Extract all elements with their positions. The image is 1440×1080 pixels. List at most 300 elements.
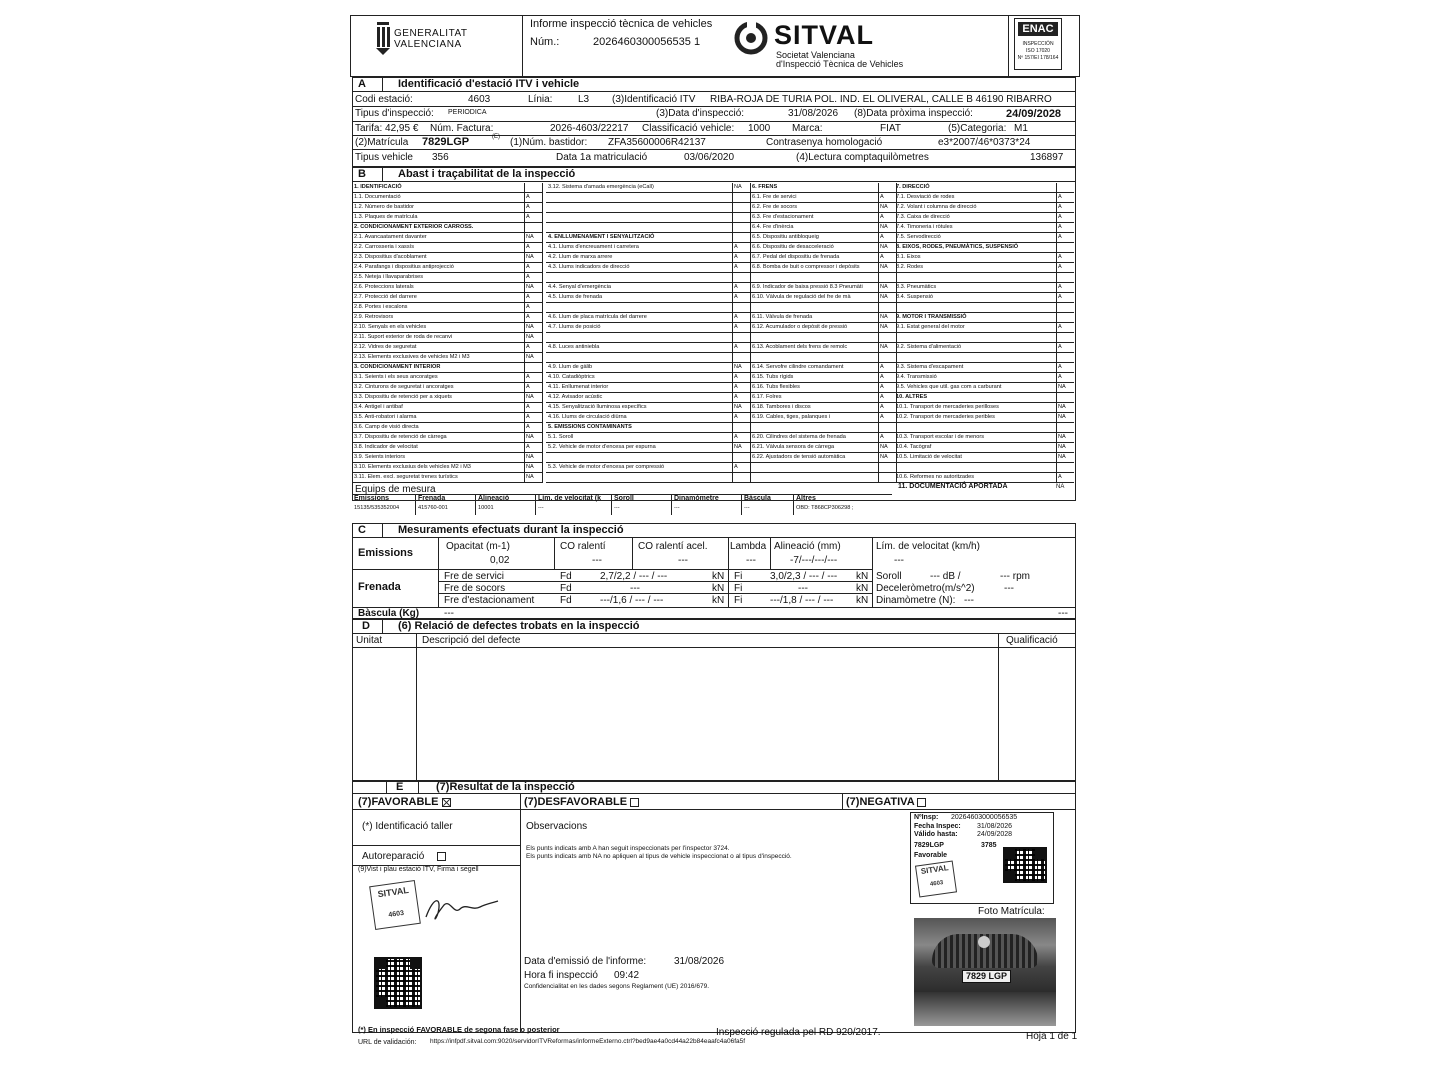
equip-value: --- <box>614 505 620 511</box>
check-item-label: 4.3. Llums indicadors de direcció <box>548 264 630 270</box>
check-item-value: NA <box>880 444 888 450</box>
equip-header: Emissions <box>354 495 390 502</box>
check-item-label: 4.5. Llums de frenada <box>548 294 603 300</box>
data-inspeccio-label: (3)Data d'inspecció: <box>656 108 745 119</box>
check-item-value: NA <box>880 204 888 210</box>
check-item-value: A <box>1058 374 1062 380</box>
check-item-value: A <box>1058 364 1062 370</box>
check-item-value: A <box>880 254 884 260</box>
check-item-value: NA <box>880 264 888 270</box>
check-item-label: 9.2. Sistema d'alimentació <box>896 344 962 350</box>
observacions-line1: Els punts indicats amb A han seguit inspeccionats per l'inspector 3724. <box>526 845 730 852</box>
soroll-label: Soroll <box>876 571 902 582</box>
check-item-label: 4.10. Catadiòptrics <box>548 374 595 380</box>
emissions-label: Emissions <box>358 547 414 559</box>
check-item-label: 4.2. Llum de marxa arrere <box>548 254 613 260</box>
check-row <box>546 193 750 203</box>
check-item-value: A <box>1058 324 1062 330</box>
data-emissio-label: Data d'emissió de l'informe: <box>524 956 647 967</box>
equip-header: Dinamòmetre <box>674 495 719 502</box>
result-desfavorable <box>524 796 639 808</box>
gva-name-line1: GENERALITAT <box>394 28 468 39</box>
check-item-label: 3.6. Camp de visió directa <box>354 424 419 430</box>
check-item-value: A <box>1058 284 1062 290</box>
equip-header: Alineació <box>478 495 510 502</box>
check-item-value: A <box>526 374 530 380</box>
check-item-label: 3.7. Dispositiu de retenció de càrrega <box>354 434 447 440</box>
sitval-brand: SITVAL <box>774 20 874 50</box>
check-item-value: NA <box>526 234 534 240</box>
favorable-checkbox[interactable] <box>442 798 451 807</box>
check-item-label: 3.1. Seients i els seus ancoratges <box>354 374 438 380</box>
favorable-label: (7)FAVORABLE <box>358 796 439 808</box>
autoreparacio-label: Autoreparació <box>362 851 425 862</box>
data-emissio-value: 31/08/2026 <box>674 956 725 967</box>
check-item-value: A <box>880 404 884 410</box>
check-item-label: 10. ALTRES <box>896 394 928 400</box>
check-row <box>894 323 1074 333</box>
lim-velocitat-label: Lím. de velocitat (km/h) <box>876 541 980 552</box>
equip-value: 415760-001 <box>418 505 448 511</box>
check-item-value: A <box>734 384 738 390</box>
soroll-rpm: --- rpm <box>1000 571 1030 582</box>
check-item-value: A <box>880 214 884 220</box>
sticker-qr-icon <box>1003 847 1047 883</box>
matricula-superscript: (E) <box>492 134 500 140</box>
fre-socors-fd-label: Fd <box>560 583 572 594</box>
check-item-value: NA <box>734 404 742 410</box>
check-item-value: NA <box>1058 404 1066 410</box>
check-item-label: 3.9. Seients interiors <box>354 454 405 460</box>
check-item-value: A <box>1058 294 1062 300</box>
check-row <box>546 463 750 473</box>
grid-divider <box>878 183 879 483</box>
sticker-ninsp: 20264603000056535 <box>951 814 1018 821</box>
section-e-letter: E <box>396 781 404 793</box>
check-item-value: A <box>880 364 884 370</box>
footer-page: Hoja 1 de 1 <box>1026 1031 1078 1042</box>
check-item-value: NA <box>526 284 534 290</box>
check-item-value: A <box>526 384 530 390</box>
check-row <box>546 263 750 273</box>
check-item-label: 9.3. Sistema d'escapament <box>896 364 964 370</box>
equip-divider <box>475 495 476 515</box>
check-item-value: NA <box>880 344 888 350</box>
check-row <box>894 293 1074 303</box>
check-item-value: A <box>526 304 530 310</box>
check-item-label: 8.1. Eixos <box>896 254 921 260</box>
equip-divider <box>535 495 536 515</box>
bascula-label: Bàscula (Kg) <box>358 608 420 619</box>
footer-url[interactable]: https://infpdf.sitval.com:9020/servidorITVReformas/informeExterno.ctrl?bed9ae4a0cd44a22b84eaafc4a06fa5f <box>430 1038 746 1045</box>
co-accel-label: CO ralentí acel. <box>638 541 708 552</box>
sticker-ninsp-label: NºInsp: <box>914 814 939 821</box>
gva-name-line2: VALENCIANA <box>394 39 462 50</box>
check-item-label: 6.20. Cilindres del sistema de frenada <box>752 434 846 440</box>
check-item-label: 2.4. Parafangs i dispositius antiprojecció <box>354 264 454 270</box>
fre-servici-fd: 2,7/2,2 / --- / --- <box>600 571 668 582</box>
plate-photo <box>914 918 1056 1026</box>
footer-note: (*) En inspecció FAVORABLE de segona fase o posterior <box>358 1025 560 1034</box>
check-item-label: 2.7. Protecció del darrere <box>354 294 417 300</box>
check-item-label: 7.3. Caixa de direcció <box>896 214 950 220</box>
report-title: Informe inspecció tècnica de vehicles <box>530 18 713 30</box>
hora-fi-label: Hora fi inspecció <box>524 970 598 981</box>
fre-estacionament-label: Fre d'estacionament <box>444 595 535 606</box>
result-favorable <box>358 796 451 808</box>
enac-label: ENAC <box>1018 22 1058 36</box>
foto-matricula-label: Foto Matrícula: <box>978 906 1045 917</box>
section-b-letter: B <box>358 168 366 180</box>
desfavorable-label: (7)DESFAVORABLE <box>524 796 628 808</box>
check-row <box>546 293 750 303</box>
check-item-label: 10.5. Limitació de velocitat <box>896 454 962 460</box>
report-number: 2026460300056535 1 <box>593 36 701 48</box>
lambda-value: --- <box>746 555 756 566</box>
check-item-label: 9. MOTOR I TRANSMISSIÓ <box>896 314 967 320</box>
check-item-label: 4.9. Llum de gàlib <box>548 364 593 370</box>
check-row <box>750 293 896 303</box>
enac-line1: INSPECCIÓN <box>1022 41 1054 47</box>
co-ralenti-value: --- <box>592 555 602 566</box>
check-item-label: 3.3. Dispositiu de retenció per a xiquets <box>354 394 452 400</box>
report-number-label: Núm.: <box>530 36 560 48</box>
ident-taller-label: (*) Identificació taller <box>362 821 453 832</box>
tarifa: Tarifa: 42,95 € <box>355 123 419 134</box>
check-item-value: NA <box>880 284 888 290</box>
check-item-label: 7.2. Volant i columna de direcció <box>896 204 977 210</box>
check-item-label: 6.22. Ajustadors de tensió automàtica <box>752 454 846 460</box>
section-c-title: Mesuraments efectuats durant la inspecció <box>398 524 624 536</box>
check-item-label: 6.17. Folres <box>752 394 782 400</box>
classificacio-value: 1000 <box>748 123 771 134</box>
station-stamp <box>369 880 421 930</box>
check-item-value: A <box>526 204 530 210</box>
fre-estac-kn-d: kN <box>712 595 725 606</box>
check-item-label: 8.3. Pneumàtics <box>896 284 937 290</box>
check-item-label: 3.2. Cinturons de seguretat i ancoratges <box>354 384 454 390</box>
check-row <box>750 263 896 273</box>
check-row <box>546 213 750 223</box>
equip-divider <box>741 495 742 515</box>
check-item-label: 6.7. Pedal del dispositiu de frenada <box>752 254 840 260</box>
check-item-value: NA <box>1058 454 1066 460</box>
photo-plate-text: 7829 LGP <box>962 970 1011 983</box>
check-item-value: A <box>880 434 884 440</box>
check-item-value: NA <box>880 224 888 230</box>
vist-i-plau-label: (9)Vist i plau estació ITV, Firma i segell <box>358 866 479 873</box>
check-item-label: 4.1. Llums d'encreuament i carretera <box>548 244 639 250</box>
check-item-value: A <box>880 384 884 390</box>
section-d-letter: D <box>362 620 370 632</box>
check-item-value: A <box>526 194 530 200</box>
fre-socors-fi: --- <box>798 583 808 594</box>
check-item-value: A <box>880 374 884 380</box>
negativa-checkbox[interactable] <box>917 798 926 807</box>
check-item-label: 7. DIRECCIÓ <box>896 184 930 190</box>
tipus-vehicle-value: 356 <box>432 152 449 163</box>
sticker-fecha-label: Fecha Inspec: <box>914 823 961 830</box>
check-item-value: A <box>880 414 884 420</box>
equip-value: --- <box>674 505 680 511</box>
col-qualificacio: Qualificació <box>1006 635 1058 646</box>
desfavorable-checkbox[interactable] <box>630 798 639 807</box>
check-item-label: 6.3. Fre d'estacionament <box>752 214 814 220</box>
equip-header: Bàscula <box>744 495 771 502</box>
check-item-value: NA <box>1058 384 1066 390</box>
check-row <box>894 413 1074 423</box>
check-item-label: 3.8. Indicador de velocitat <box>354 444 418 450</box>
sitval-sub1: Societat Valenciana <box>776 50 855 60</box>
check-item-label: 1.2. Número de bastidor <box>354 204 415 210</box>
check-item-label: 2.5. Neteja i llavaparabrises <box>354 274 424 280</box>
check-item-label: 6.8. Bomba de buit o compressor i depòsits <box>752 264 860 270</box>
check-item-label: 2.1. Avancaatament davanter <box>354 234 427 240</box>
equip-value: 15135/535352004 <box>354 505 400 511</box>
grid-divider <box>524 183 525 483</box>
grid-divider <box>542 183 543 483</box>
fre-servici-kn-i: kN <box>856 571 869 582</box>
check-item-label: 4.7. Llums de posició <box>548 324 601 330</box>
km-value: 136897 <box>1030 152 1064 163</box>
check-item-value: A <box>734 314 738 320</box>
check-item-value: A <box>1058 194 1062 200</box>
check-row <box>750 343 896 353</box>
check-item-label: 4.11. Enllumenat interior <box>548 384 609 390</box>
signature-icon <box>420 891 500 927</box>
soroll-db: --- dB / <box>930 571 961 582</box>
check-item-value: NA <box>880 314 888 320</box>
check-item-label: 5. EMISSIONS CONTAMINANTS <box>548 424 632 430</box>
check-item-label: 4.15. Senyalització lluminosa específics <box>548 404 647 410</box>
footer-url-label: URL de validación: <box>358 1039 417 1046</box>
homologacio-value: e3*2007/46*0373*24 <box>938 137 1031 148</box>
check-item-label: 6.13. Acoblament dels frens de remolc <box>752 344 848 350</box>
check-row <box>546 203 750 213</box>
check-item-label: 5.2. Vehicle de motor d'encesa per espurna <box>548 444 656 450</box>
check-item-value: A <box>1058 264 1062 270</box>
observacions-line2: Els punts indicats amb NA no apliquen al tipus de vehicle inspeccionat o al tipus d'inspecció. <box>526 853 792 860</box>
report-page <box>350 15 1080 1050</box>
check-item-value: A <box>1058 254 1062 260</box>
check-row <box>750 323 896 333</box>
check-item-label: 4.16. Llums de circulació diürna <box>548 414 627 420</box>
check-item-value: A <box>734 254 738 260</box>
opacitat-value: 0,02 <box>490 555 510 566</box>
equip-value: 10001 <box>478 505 494 511</box>
check-row <box>894 263 1074 273</box>
check-item-value: NA <box>1058 434 1066 440</box>
check-item-label: 3. CONDICIONAMENT INTERIOR <box>354 364 441 370</box>
equip-value: --- <box>744 505 750 511</box>
check-item-value: A <box>734 374 738 380</box>
equip-divider <box>671 495 672 515</box>
check-item-label: 4.4. Senyal d'emergència <box>548 284 611 290</box>
fre-estac-fi: ---/1,8 / --- / --- <box>770 595 834 606</box>
check-item-label: 2.3. Dispositius d'acoblament <box>354 254 427 260</box>
check-item-label: 10.3. Transport escolar i de menors <box>896 434 984 440</box>
check-item-label: 5.1. Soroll <box>548 434 574 440</box>
check-row <box>352 473 542 483</box>
matricula-value: 7829LGP <box>422 136 470 148</box>
check-item-value: NA <box>526 354 534 360</box>
sticker-plate: 7829LGP <box>914 842 944 849</box>
col-unitat: Unitat <box>356 635 383 646</box>
check-item-value: A <box>734 324 738 330</box>
check-item-label: 10.1. Transport de mercaderies perilloses <box>896 404 999 410</box>
check-item-label: 1.1. Documentació <box>354 194 401 200</box>
col-descripcio: Descripció del defecte <box>422 635 521 646</box>
check-item-value: A <box>526 344 530 350</box>
check-item-label: 2.8. Portes i escalons <box>354 304 408 310</box>
check-item-value: A <box>526 244 530 250</box>
station-stamp-text: SITVAL <box>376 884 410 900</box>
check-row <box>546 443 750 453</box>
check-item-label: 6.21. Vàlvula sensora de càrrega <box>752 444 835 450</box>
check-item-value: A <box>880 194 884 200</box>
classificacio-label: Classificació vehicle: <box>642 123 735 134</box>
equip-divider <box>415 495 416 515</box>
check-item-value: A <box>734 414 738 420</box>
km-label: (4)Lectura comptaquilòmetres <box>796 152 929 163</box>
check-item-label: 6.6. Dispositiu de desacceleració <box>752 244 834 250</box>
station-stamp-code: 4603 <box>388 909 405 919</box>
check-item-label: 9.1. Estat general del motor <box>896 324 965 330</box>
section-d-title: (6) Relació de defectes trobats en la inspecció <box>398 620 640 632</box>
autoreparacio-row <box>362 851 446 862</box>
result-negativa <box>846 796 926 808</box>
check-item-label: 1.3. Plaques de matrícula <box>354 214 418 220</box>
observacions-label: Observacions <box>526 821 588 832</box>
check-row <box>894 343 1074 353</box>
check-row <box>750 473 896 483</box>
confidencialitat: Confidencialitat en les dades segons Reglament (UE) 2016/679. <box>524 983 710 990</box>
check-item-value: NA <box>526 454 534 460</box>
co-ralenti-label: CO ralentí <box>560 541 606 552</box>
check-row <box>750 413 896 423</box>
check-row <box>750 453 896 463</box>
check-row <box>546 343 750 353</box>
check-item-value: A <box>1058 234 1062 240</box>
check-row <box>546 473 750 483</box>
check-item-label: 6.2. Fre de socors <box>752 204 798 210</box>
alineacio-label: Alineació (mm) <box>774 541 841 552</box>
check-item-label: 3.10. Elements exclusius dels vehicles M2 i M3 <box>354 464 471 470</box>
fre-servici-fi: 3,0/2,3 / --- / --- <box>770 571 838 582</box>
section-a-letter: A <box>358 78 366 90</box>
check-item-value: A <box>734 464 738 470</box>
sticker-stamp-text: SITVAL <box>920 863 950 876</box>
ident-itv-label: (3)Identificació ITV <box>612 94 696 105</box>
check-item-value: NA <box>1058 444 1066 450</box>
equips-title: Equips de mesura <box>355 484 436 495</box>
doc-aportada-value: NA <box>1056 484 1065 490</box>
frenada-label: Frenada <box>358 581 401 593</box>
check-item-label: 6.19. Cables, tiges, palanques i <box>752 414 831 420</box>
equips-row <box>352 495 1076 517</box>
check-item-label: 6.11. Vàlvula de frenada <box>752 314 813 320</box>
check-item-label: 6.9. Indicador de baixa pressió 8.3 Pneumàti <box>752 284 863 290</box>
equip-value: OBD: T868CP306298 ; <box>796 505 854 511</box>
check-item-value: NA <box>880 294 888 300</box>
factura-value: 2026-4603/22217 <box>550 123 629 134</box>
check-item-value: A <box>1058 204 1062 210</box>
bastidor-value: ZFA35600006R42137 <box>608 137 706 148</box>
hora-fi-value: 09:42 <box>614 970 640 981</box>
check-item-label: 6.10. Vàlvula de regulació del fre de mà <box>752 294 851 300</box>
fre-estac-kn-i: kN <box>856 595 869 606</box>
codi-estacio-value: 4603 <box>468 94 491 105</box>
check-item-value: A <box>734 294 738 300</box>
fre-servici-kn-d: kN <box>712 571 725 582</box>
check-item-label: 2.6. Proteccions laterals <box>354 284 414 290</box>
validation-qr-icon <box>374 957 422 1009</box>
check-item-label: 8.4. Suspensió <box>896 294 934 300</box>
check-item-value: A <box>526 444 530 450</box>
categoria-label: (5)Categoria: <box>948 123 1007 134</box>
equip-header: Lím. de velocitat (k <box>538 495 602 502</box>
check-item-label: 2.12. Vidres de seguretat <box>354 344 417 350</box>
fre-servici-fd-label: Fd <box>560 571 572 582</box>
tipus-inspeccio-label: Tipus d'inspecció: <box>355 108 434 119</box>
check-item-value: NA <box>734 444 742 450</box>
check-item-label: 10.6. Reformes no autoritzades <box>896 474 975 480</box>
equip-value: --- <box>538 505 544 511</box>
check-item-value: A <box>1058 214 1062 220</box>
check-item-label: 6.1. Fre de servici <box>752 194 797 200</box>
autoreparacio-checkbox[interactable] <box>437 852 446 861</box>
section-b-title: Abast i traçabilitat de la inspecció <box>398 168 576 180</box>
check-item-label: 10.4. Tacògraf <box>896 444 932 450</box>
check-item-label: 6.14. Servofre cilindre comandament <box>752 364 844 370</box>
section-e-title: (7)Resultat de la inspecció <box>436 781 575 793</box>
factura-label: Núm. Factura: <box>430 123 494 134</box>
opacitat-label: Opacitat (m-1) <box>446 541 510 552</box>
sitval-logo-icon <box>734 21 768 55</box>
check-item-value: A <box>734 284 738 290</box>
ident-itv-value: RIBA-ROJA DE TURIA POL. IND. EL OLIVERAL, CALLE B 46190 RIBARRO <box>710 94 1052 105</box>
fre-socors-fd: --- <box>630 583 640 594</box>
enac-line2: ISO 17020 <box>1026 48 1050 54</box>
tipus-inspeccio-value: PERIODICA <box>448 109 487 116</box>
decelerometre-value: --- <box>1004 583 1014 594</box>
check-item-label: 10.2. Transport de mercaderies peribles <box>896 414 995 420</box>
section-a-title: Identificació d'estació ITV i vehicle <box>398 78 580 90</box>
marca-value: FIAT <box>880 123 901 134</box>
sticker-valido: 24/09/2028 <box>977 831 1013 838</box>
check-row <box>546 323 750 333</box>
fre-servici-label: Fre de servici <box>444 571 505 582</box>
fre-estac-fd-label: Fd <box>560 595 572 606</box>
check-item-label: 6.12. Acumulador o depòsit de pressió <box>752 324 848 330</box>
sticker-code: 3785 <box>981 842 997 849</box>
check-item-value: NA <box>880 244 888 250</box>
doc-aportada-label: 11. DOCUMENTACIÓ APORTADA <box>898 483 1008 490</box>
check-item-label: 4.8. Luces antiniebla <box>548 344 600 350</box>
enac-badge <box>1014 18 1062 70</box>
check-item-value: A <box>734 394 738 400</box>
check-item-value: A <box>734 264 738 270</box>
check-item-label: 3.11. Elem. excl. seguretat trenes turístics <box>354 474 458 480</box>
check-item-label: 4. ENLLUMENAMENT I SENYALITZACIÓ <box>548 234 655 240</box>
check-item-value: A <box>526 314 530 320</box>
fre-socors-kn-d: kN <box>712 583 725 594</box>
check-item-value: A <box>526 214 530 220</box>
check-item-label: 6. FRENS <box>752 184 778 190</box>
sticker-stamp-code: 4603 <box>929 880 944 888</box>
check-item-label: 7.1. Desviació de rodes <box>896 194 955 200</box>
check-item-label: 6.5. Dispositiu antibloqueig <box>752 234 819 240</box>
